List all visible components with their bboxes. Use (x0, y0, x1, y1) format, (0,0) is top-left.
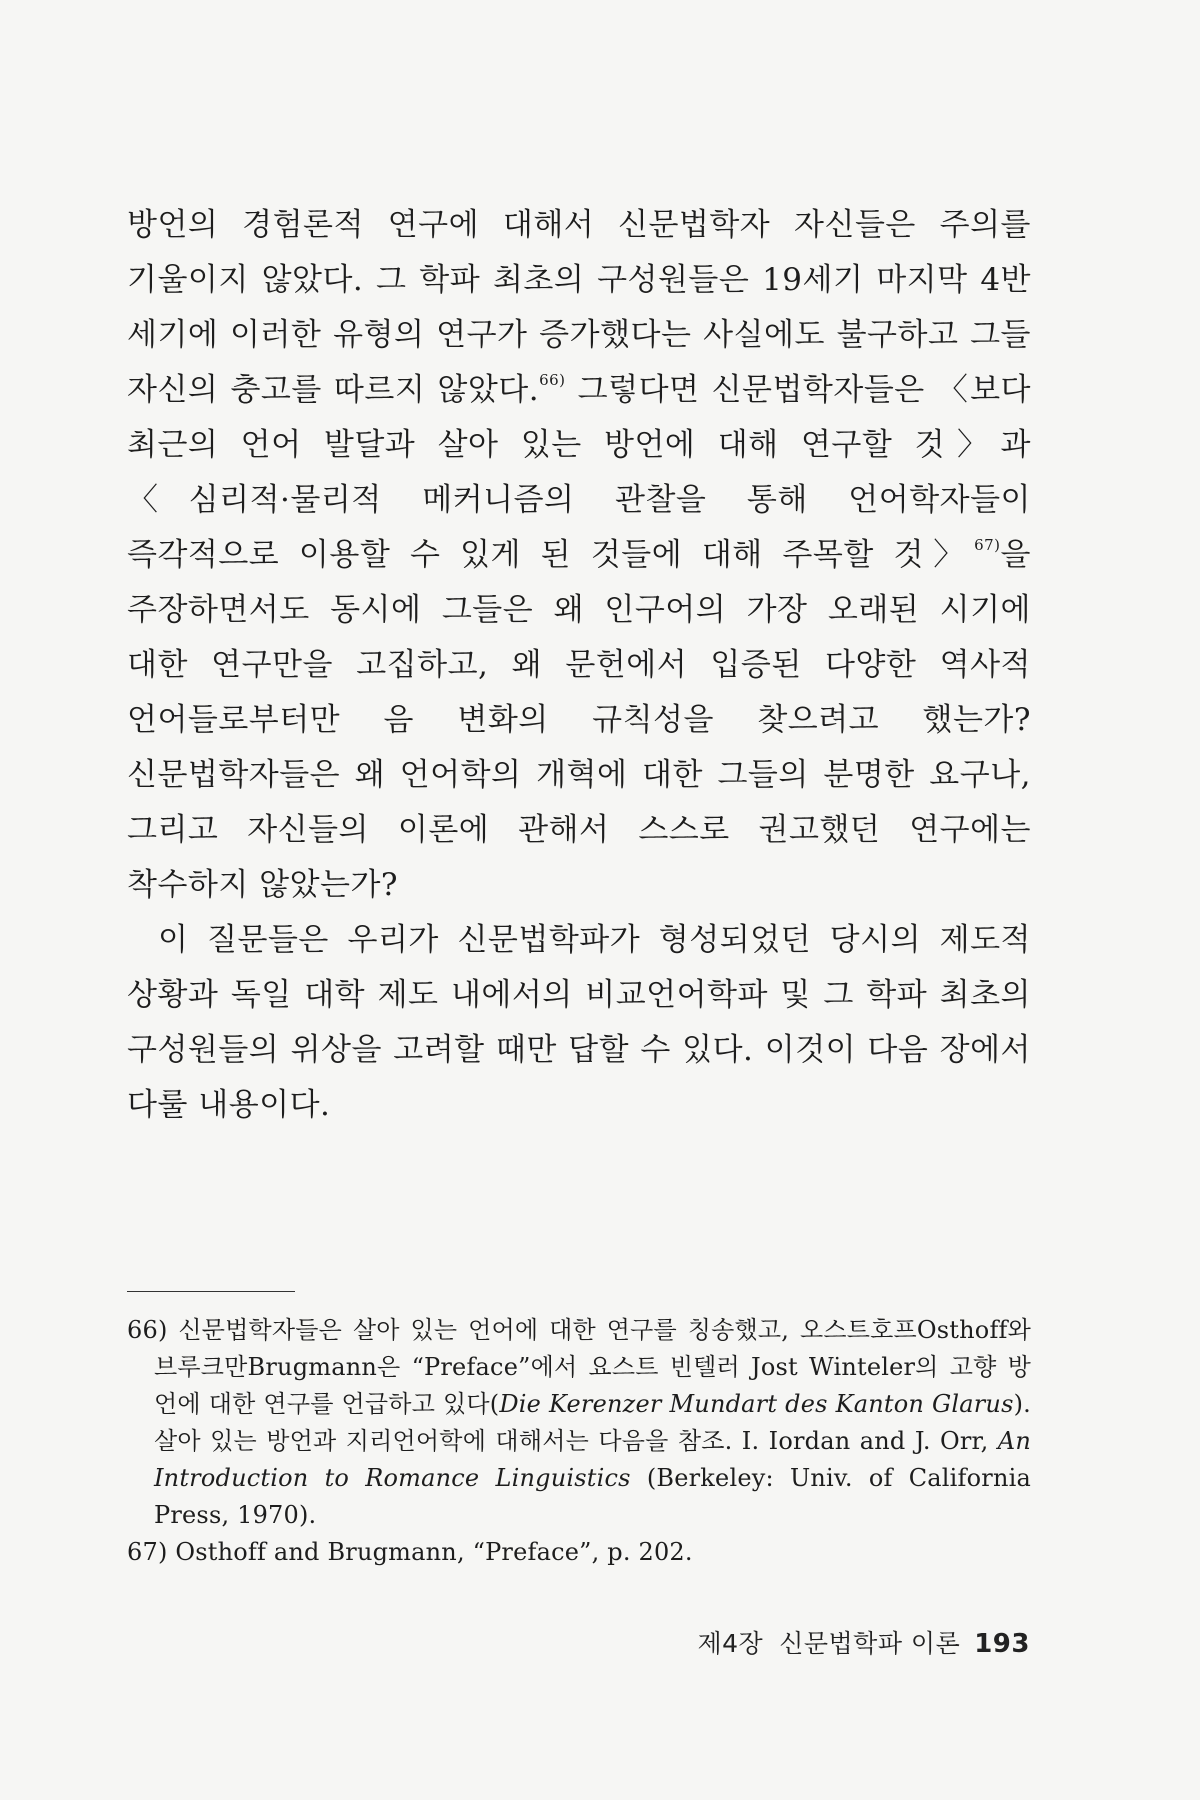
footnote-divider (127, 1291, 295, 1292)
page-footer (698, 1624, 1031, 1660)
page-number: 193 (974, 1629, 1030, 1659)
footnote-67-number: 67) (127, 1538, 168, 1566)
paragraph-1-part-a: 방언의 경험론적 연구에 대해서 신문법학자 자신들은 주의를 기울이지 않았다. 그 학파 최초의 구성원들은 19세기 마지막 4반 세기에 이러한 유형의 연구가 증가했다는 사실에도 불구하고 그들 자신의 충고를 따르지 않았다. (127, 207, 1031, 408)
footer-chapter-title: 신문법학파 이론 (779, 1629, 961, 1658)
footnote-66 (127, 1312, 1031, 1534)
footnote-66-text-c: (Berkeley: Univ. of California Press, 1970). (154, 1464, 1031, 1529)
footnote-66-text-a: 신문법학자들은 살아 있는 언어에 대한 연구를 칭송했고, 오스트호프Osthoff와 브루크만Brugmann은 “Preface”에서 요스트 빈텔러 Jost Winteler의 고향 방언에 대한 연구를 언급하고 있다( (154, 1316, 1031, 1418)
main-text (127, 198, 1031, 1133)
paragraph-1-part-b: 그렇다면 신문법학자들은 〈보다 최근의 언어 발달과 살아 있는 방언에 대해 연구할 것〉과 〈심리적·물리적 메커니즘의 관찰을 통해 언어학자들이 즉각적으로 이용할 수 있게 된 것들에 대해 주목할 것〉 (127, 372, 1031, 573)
footnote-66-title-1: Die Kerenzer Mundart des Kanton Glarus (499, 1390, 1014, 1418)
paragraph-1-part-c: 을 주장하면서도 동시에 그들은 왜 인구어의 가장 오래된 시기에 대한 연구만을 고집하고, 왜 문헌에서 입증된 다양한 역사적 언어들로부터만 음 변화의 규칙성을 찾으려고 했는가? 신문법학자들은 왜 언어학의 개혁에 대한 그들의 분명한 요구나, 그리고 자신들의 이론에 관해서 스스로 권고했던 연구에는 착수하지 않았는가? (127, 537, 1031, 903)
footnote-66-number: 66) (127, 1316, 168, 1344)
paragraph-1 (127, 198, 1031, 913)
footnote-ref-66[interactable]: 66) (539, 370, 566, 389)
footnote-66-title-2: An Introduction to Romance Linguistics (154, 1427, 1031, 1492)
footer-chapter: 제4장 (697, 1629, 764, 1658)
footnote-66-text-b: ). 살아 있는 방언과 지리언어학에 대해서는 다음을 참조. I. Iordan and J. Orr, (154, 1390, 1031, 1455)
footnote-ref-67[interactable]: 67) (974, 535, 1001, 554)
footnote-67 (127, 1534, 1031, 1571)
paragraph-2: 이 질문들은 우리가 신문법학파가 형성되었던 당시의 제도적 상황과 독일 대학 제도 내에서의 비교언어학파 및 그 학파 최초의 구성원들의 위상을 고려할 때만 답할 수 있다. 이것이 다음 장에서 다룰 내용이다. (127, 922, 1031, 1123)
footnotes (127, 1312, 1031, 1571)
footnote-67-text: Osthoff and Brugmann, “Preface”, p. 202. (167, 1538, 693, 1566)
